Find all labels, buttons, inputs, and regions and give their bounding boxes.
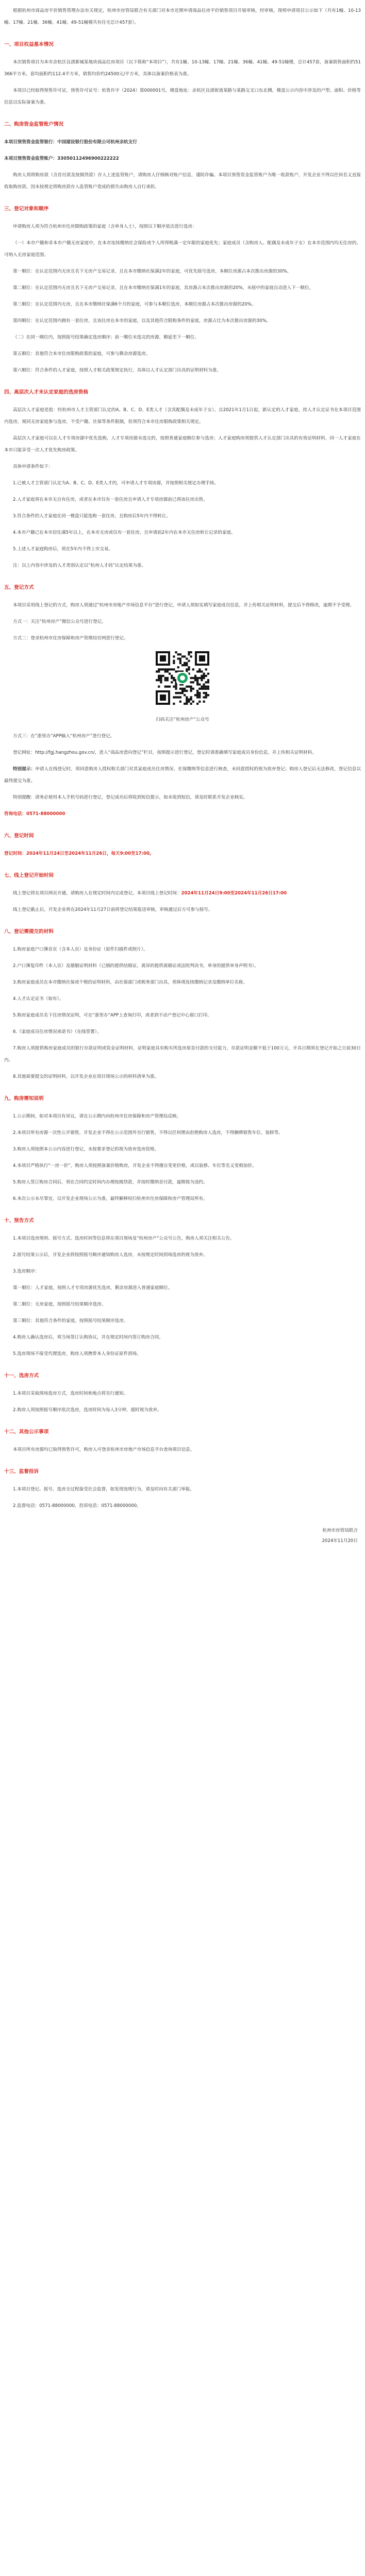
signature-date: 2024年11月20日 bbox=[322, 1538, 358, 1544]
contact-phone bbox=[4, 808, 361, 820]
section-8-para: 7.购房人须提供购房家庭成员的银行存款证明或资金证明材料，证明家庭具有购买所选房屋首付款的支付能力，存款证明金额不低于100万元，开具日期须在登记开始之日前30日内。 bbox=[4, 1046, 361, 1063]
section-8-para: 8.其他需要提交的证明材料，以开发企业在项目现场公示的材料清单为准。 bbox=[13, 1074, 159, 1079]
section-8-para: 4.人才认定证书（如有）。 bbox=[13, 996, 64, 1002]
section-4-para: 1.已被人才主管部门认定为A、B、C、D、E类人才的，可申请人才专项房源，并按照相关规定办理手续。 bbox=[13, 481, 219, 486]
reminder-paragraph bbox=[4, 764, 361, 787]
section-12-heading: 十二、其他公示事项 bbox=[4, 1429, 49, 1435]
section-10-para: 4.购房人确认选房后，须当场签订认购协议，并在规定时间内签订购房合同。 bbox=[13, 1335, 163, 1340]
section-9-para: 2.本项目所有房源一次性公开销售，开发企业不得在公示范围外另行销售，不得以任何理由拒绝购房人选房，不得捆绑销售车位、装修等。 bbox=[13, 1130, 283, 1136]
section-7-heading: 七、线上登记开始时间 bbox=[4, 873, 54, 878]
reminder-label: 特别提示： bbox=[13, 767, 36, 772]
supervision-bank: 本项目预售资金监管银行：中国建设银行股份有限公司杭州余杭支行 bbox=[4, 140, 137, 145]
section-12-para: 本项目所有房源均已取得预售许可，购房人可登录杭州市房地产市场信息平台查询项目信息。 bbox=[13, 1447, 195, 1452]
section-10-para: 第二顺位：无房家庭，按照摇号结果顺序选房。 bbox=[13, 1302, 106, 1307]
section-11-para: 1.本项目采取现场选房方式，选房时间和地点将另行通知。 bbox=[13, 1391, 128, 1396]
supervision-account: 本项目预售资金监管账户：33050112496900222222 bbox=[4, 156, 119, 161]
section-7-para bbox=[4, 888, 361, 900]
section-10-heading: 十、预告方式 bbox=[4, 1218, 34, 1224]
section-9-para: 6.本次公示未尽事宜，以开发企业现场公示为准，最终解释权归杭州市住房保障和房产管理局所有。 bbox=[13, 1196, 208, 1201]
time-value: 2024年11月24日至2024年11月26日，每天9:00至17:00。 bbox=[26, 851, 154, 856]
online-time-highlight: 2024年11月24日9:00至2024年11月26日17:00 bbox=[181, 891, 287, 896]
section-3-para: 第四顺位：在认定范围内拥有一套住房，且该住房在本市的家庭，以及其他符合限购条件的家庭，房源占比为本次推出房源的30%。 bbox=[13, 318, 271, 324]
phone-label: 咨询电话： bbox=[4, 811, 26, 817]
intro-paragraph: 根据杭州市商品房平价销售管理办法有关规定，杭州市房管局联合有关部门对本市近期申请商品住房平价销售项目开展审核，经审核，现将申请项目公示如下（共有1幢、10-13幢、17幢、21幢、36幢、41幢、49-51幢楼共有住宅总计457套）。 bbox=[4, 8, 361, 25]
section-2-heading: 二、购房资金监管账户情况 bbox=[4, 122, 64, 127]
section-5-para: 方式一：关注“杭州房产”微信公众号进行登记。 bbox=[13, 619, 106, 624]
section-5-para: 本项目采用线上登记的方式，购房人须通过“杭州市房地产市场信息平台”进行登记，申请人须如实填写家庭成员信息，并上传相关证明材料，提交后不得修改，逾期不予受理。 bbox=[13, 603, 355, 608]
section-5-para: 登记网址：http://fgj.hangzhou.gov.cn/，进入“商品房意向登记”栏目，按照提示进行登记，登记时请准确填写家庭成员身份信息，并上传相关证明材料。 bbox=[13, 750, 317, 755]
section-10-para: 第三顺位：其他符合条件的家庭，按照摇号结果顺序选房。 bbox=[13, 1318, 128, 1324]
section-4-para: 3.符合条件的人才家庭在同一楼盘只能选购一套住房，且购房后5年内不得转让。 bbox=[13, 514, 171, 519]
section-8-para: 6.《家庭成员住房情况承诺书》（在线签署）。 bbox=[13, 1029, 102, 1035]
section-4-heading: 四、高层次人才未认定家庭的选房资格 bbox=[4, 389, 89, 395]
section-3-heading: 三、登记对象和顺序 bbox=[4, 206, 49, 212]
section-4-para: 注：以上内容中涉及的人才类别认定以“杭州人才码”认定结果为准。 bbox=[13, 563, 146, 568]
section-9-para: 1.公示期间，如对本项目有异议，请在公示期内向杭州市住房保障和房产管理局反映。 bbox=[13, 1114, 181, 1119]
section-5-para: 方式三：在“浙里办”APP输入“杭州房产”进行登记。 bbox=[13, 734, 115, 739]
signature-org: 杭州市房管局联合 bbox=[322, 1528, 358, 1533]
section-11-heading: 十一、选房方式 bbox=[4, 1373, 39, 1379]
section-4-para: 4.本市户籍已在本市居住满5年以上，在本市无房或仅有一套住房，且申请前2年内在本市无住房转让记录的家庭。 bbox=[13, 530, 236, 535]
section-13-para: 2.监督电话：0571-88000000，投诉电话：0571-88000000。 bbox=[13, 1503, 141, 1509]
section-1-heading: 一、项目权益基本情况 bbox=[4, 42, 54, 47]
section-7-text: 线上登记将在项目网页开通，请购房人在规定时间内完成登记。本项目线上登记时间： bbox=[13, 891, 181, 896]
section-8-para: 3.购房家庭成员在本市缴纳社保或个税的证明材料，由社保部门或税务部门出具，须体现连续缴纳记录及缴纳单位名称。 bbox=[13, 980, 248, 985]
section-4-para: 高层次人才家庭可以在人才专项房源中优先选购，人才专项房源未选完的，按照普通家庭顺位参与选房；人才家庭购房须提供人才认定部门出具的有效证明材料，同一人才家庭在本市只能享受一次人才优先购房政策。 bbox=[4, 436, 361, 453]
section-4-para: 具体申请条件如下： bbox=[13, 464, 53, 469]
signature-block bbox=[4, 1526, 361, 1546]
section-3-para: 第六顺位：符合条件的人才家庭，按照人才相关政策规定执行，具体以人才认定部门出具的证明材料为准。 bbox=[13, 368, 221, 373]
section-10-para: 5.选房现场不接受代理选房，购房人须携带本人身份证原件到场。 bbox=[13, 1351, 141, 1357]
section-5-para: 方式二：登录杭州市住房保障和房产管理局官网进行登记。 bbox=[13, 636, 128, 641]
section-3-para: 申请购房人须为符合杭州市住房限购政策的家庭（含单身人士），按照以下顺序依次进行选房： bbox=[13, 224, 197, 229]
section-9-para: 5.购房人签订购房合同后，须在合同约定时间内办理按揭贷款，并按时缴纳首付款，逾期视为违约。 bbox=[13, 1180, 208, 1185]
phone-number: 0571-88000000 bbox=[26, 811, 65, 817]
section-10-para: 2.摇号结果公示后，开发企业将按照摇号顺序通知购房人选房，未按规定时间到场选房的视为放弃。 bbox=[13, 1252, 208, 1258]
registration-time bbox=[4, 848, 361, 860]
section-4-para: 5.上述人才家庭购房后，须在5年内不得上市交易。 bbox=[13, 547, 113, 552]
section-3-para: 第二顺位：在认定范围内无房且名下无房产交易记录，且在本市缴纳社保满1年的家庭，其房源占本次推出房源的20%，未摇中的家庭自动进入下一顺位。 bbox=[13, 285, 314, 291]
section-1-para: 本项目已经取得预售许可证，预售许可证号：杭售许字（2024）第000001号，楼盘地址：余杭区良渚街道某路与某路交叉口东北侧，楼盘公示内容中涉及的户型、面积、价格等信息以实际备案为准。 bbox=[4, 88, 361, 105]
section-8-para: 2.户口簿复印件（本人页）及婚姻证明材料（已婚的提供结婚证，离异的提供离婚证或法院判决书，单身的提供单身声明书）。 bbox=[13, 963, 259, 969]
reminder-text: 申请人在线登记时，须同意购房人授权相关部门对其家庭成员住房情况、社保缴纳等信息进行核查，未同意授权的视为放弃登记；购房人登记后无法修改，登记信息以最终提交为准。 bbox=[4, 767, 361, 784]
section-3-para: 第五顺位：其他符合本市住房限购政策的家庭，可参与剩余房源选房。 bbox=[13, 351, 151, 357]
section-6-heading: 六、登记时间 bbox=[4, 833, 34, 839]
section-11-para: 2.购房人须按照摇号顺序依次选房，选房时间为每人3分钟，超时视为放弃。 bbox=[13, 1408, 162, 1413]
section-13-para: 1.本项目登记、摇号、选房全过程接受社会监督，如发现违规行为，请及时向有关部门举报。 bbox=[13, 1487, 194, 1492]
section-3-para: （一）本市户籍和非本市户籍无房家庭中，在本市连续缴纳社会保险或个人所得税满一定年限的家庭优先；家庭成员（含购房人、配偶及未成年子女）在本市范围内均无住房的，可纳入无房家庭范围。 bbox=[4, 241, 361, 258]
section-9-para: 3.购房人须按照本公示内容进行登记，未按要求登记的视为放弃选房资格。 bbox=[13, 1147, 159, 1152]
section-7-para: 线上登记截止后，开发企业将在2024年11月27日前将登记结果报送审核，审核通过后方可参与摇号。 bbox=[13, 907, 213, 912]
section-2-para: 购房人须将购房款（含首付款及按揭贷款）存入上述监管账户，请购房人仔细核对账户信息，谨防诈骗。本项目预售资金监管账户为唯一收款账户，开发企业不得以任何名义直接收取购房款，因未按规定将购房款存入监管账户造成的损失由购房人自行承担。 bbox=[4, 173, 361, 190]
section-1-para: 本次销售项目为本市余杭区良渚新城某地块商品住房项目（以下简称“本项目”），共有1幢、10-13幢、17幢、21幢、36幢、41幢、49-51幢楼，总计457套，备案销售面积约51366平方米，套均面积约112.4平方米，销售均价约24500元/平方米，具体以备案价格表为准。 bbox=[4, 60, 361, 77]
section-8-para: 5.购房家庭成员名下住房情况证明，可在“浙里办”APP上查询打印，或者到不动产登记中心窗口打印。 bbox=[13, 1013, 212, 1018]
section-10-para: 3.选房顺序： bbox=[13, 1269, 40, 1274]
section-9-para: 4.本项目严格执行“一房一价”，购房人须按照备案价格购房，开发企业不得擅自变更价格，或以装修、车位等名义变相加价。 bbox=[13, 1163, 257, 1168]
section-8-heading: 八、登记需提交的材料 bbox=[4, 929, 54, 935]
section-3-para: （二）在同一顺位内，按照摇号结果确定选房顺序；前一顺位未选完的房源，顺延至下一顺位。 bbox=[13, 335, 199, 340]
section-9-heading: 九、购房需知说明 bbox=[4, 1096, 44, 1101]
qr-caption: 扫码关注“杭州房产”公众号 bbox=[156, 717, 209, 722]
section-5-notice: 特别提醒：请务必使用本人手机号码进行登记，登记成功后将收到短信提示，如未收到短信，请及时联系开发企业核实。 bbox=[13, 795, 248, 800]
section-5-heading: 五、登记方式 bbox=[4, 585, 34, 590]
section-10-para: 1.本项目选房规则、摇号方式、选房时间等信息将在项目现场及“杭州房产”公众号公告，购房人须关注相关公告。 bbox=[13, 1236, 235, 1241]
wechat-qr-code bbox=[154, 649, 211, 707]
section-3-para: 第三顺位：在认定范围内无房，且在本市缴纳社保满6个月的家庭，可参与本顺位选房，本顺位房源占本次推出房源的20%。 bbox=[13, 302, 256, 307]
section-4-para: 2.人才家庭须在本市无自有住房，或者在本市仅有一套住房且申请人才专项房源前已将该住房出售。 bbox=[13, 497, 208, 502]
section-8-para: 1.购房家庭户口簿首页（含本人页）及身份证（原件扫描件或照片）。 bbox=[13, 947, 148, 952]
section-3-para: 第一顺位：在认定范围内无房且名下无房产交易记录，且在本市缴纳社保满2年的家庭，可优先摇号选房，本顺位房源占本次推出房源的30%。 bbox=[13, 269, 292, 274]
section-10-para: 第一顺位：人才家庭，按照人才专项房源优先选房，剩余房源进入普通家庭顺位。 bbox=[13, 1285, 173, 1291]
section-4-para: 高层次人才家庭是指：经杭州市人才主管部门认定的A、B、C、D、E类人才（含其配偶及未成年子女）。自2021年1月1日起，新认定的人才家庭，持人才认定证书在本项目范围内选房，视同无房家庭参与选房，不受户籍、社保等条件限制，但须符合本市住房限购政策相关规定。 bbox=[4, 408, 361, 425]
section-13-heading: 十三、监督投诉 bbox=[4, 1469, 39, 1475]
time-label: 登记时间： bbox=[4, 851, 26, 856]
